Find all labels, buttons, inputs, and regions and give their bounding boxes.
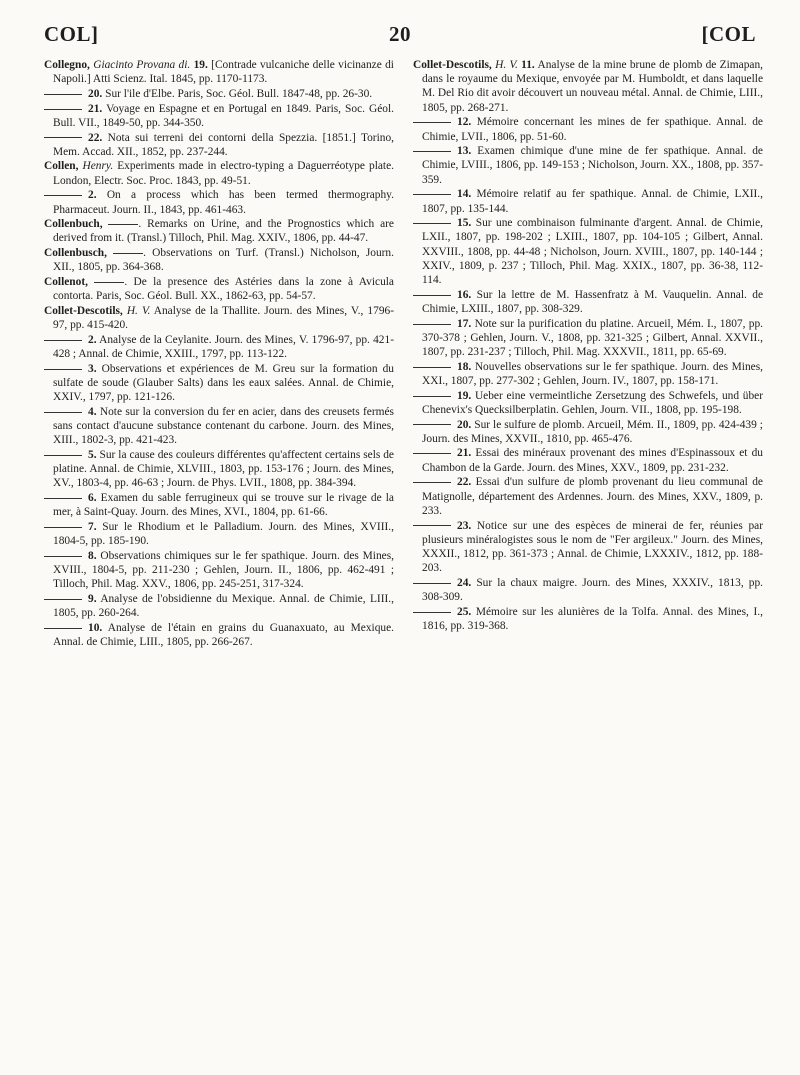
ditto-dash: [44, 599, 82, 600]
entry-heading: Collenot,: [44, 276, 88, 289]
entry-number: 13.: [457, 145, 472, 158]
ditto-dash: [44, 412, 82, 413]
entry-number: 20.: [88, 87, 103, 100]
entry-text: Sur le Rhodium et le Palladium. Journ. des Mines, XVIII., 1804-5, pp. 185-190.: [53, 521, 394, 548]
entry-text: Mémoire concernant les mines de fer spathique. Annal. de Chimie, LVII., 1806, pp. 51-60.: [422, 116, 763, 143]
entry-heading: Collet-Descotils,: [413, 59, 492, 71]
bibliography-entry: [44, 102, 394, 130]
bibliography-entry: [44, 246, 394, 274]
entry-number: 7.: [88, 521, 97, 533]
entry-number: 22.: [457, 476, 472, 489]
entry-text: Sur la chaux maigre. Journ. des Mines, XXXIV., 1813, pp. 308-309.: [422, 576, 763, 604]
ditto-dash: [413, 525, 451, 526]
right-column: [413, 58, 763, 634]
entry-author: H. V.: [126, 304, 151, 317]
ditto-dash: [413, 612, 451, 613]
bibliography-entry: [413, 446, 763, 474]
bibliography-entry: [413, 360, 763, 388]
entry-text: Mémoire sur les alunières de la Tolfa. Annal. des Mines, I., 1816, pp. 319-368.: [422, 605, 763, 632]
entry-number: 24.: [457, 576, 472, 589]
author-dash: [108, 224, 138, 225]
ditto-dash: [413, 583, 451, 584]
entry-number: 10.: [88, 621, 103, 634]
entry-number: 8.: [88, 549, 97, 562]
entry-text: Sur la cause des couleurs différentes qu'affectent certains sels de platine. Annal. de Chimie, XLVIII., 1803, pp. 153-176 ; Journ. des Mines, XV., 1803-4, pp. 46-63 ; Journ. de Phys. LVII., 1808, pp. 384-394.: [53, 448, 394, 490]
bibliography-entry: [44, 491, 394, 519]
entry-number: 4.: [88, 405, 97, 418]
running-head-left: COL]: [44, 22, 99, 46]
entry-number: 16.: [457, 288, 472, 301]
entry-number: 22.: [88, 131, 103, 144]
entry-text: Examen du sable ferrugineux qui se trouve sur le rivage de la mer, à Saint-Quay. Journ. des Mines, XVI., 1804, pp. 61-66.: [53, 492, 394, 519]
entry-text: Analyse de l'étain en grains du Guanaxuato, au Mexique. Annal. de Chimie, LIII., 1805, pp. 266-267.: [53, 621, 394, 649]
bibliography-entry: [44, 131, 394, 159]
ditto-dash: [44, 137, 82, 138]
bibliography-entry: [44, 362, 394, 405]
entry-text: Analyse de la Thallite. Journ. des Mines, V., 1796-97, pp. 415-420.: [53, 304, 395, 332]
entry-text: Analyse de la Ceylanite. Journ. des Mines, V. 1796-97, pp. 421-428 ; Annal. de Chimie, XXIII., 1797, pp. 113-122.: [53, 333, 394, 361]
entry-heading: Collen,: [44, 160, 79, 173]
bibliography-entry: [413, 144, 763, 187]
entry-heading: Collegno,: [44, 59, 90, 71]
bibliography-entry: [44, 58, 394, 86]
bibliography-entry: [44, 448, 394, 491]
running-head-right: [COL: [701, 22, 756, 46]
ditto-dash: [413, 194, 451, 195]
bibliography-entry: [44, 159, 394, 187]
entry-heading: Collenbuch,: [44, 218, 103, 231]
entry-text: . Remarks on Urine, and the Prognostics which are derived from it. (Transl.) Tilloch, Phil. Mag. XXIV., 1806, pp. 44-47.: [53, 218, 394, 245]
entry-number: 20.: [457, 418, 472, 431]
entry-text: Mémoire relatif au fer spathique. Annal. de Chimie, LXII., 1807, pp. 135-144.: [422, 188, 763, 215]
ditto-dash: [413, 367, 451, 368]
entry-text: Sur la lettre de M. Hassenfratz à M. Vauquelin. Annal. de Chimie, LXIII., 1807, pp. 308-329.: [422, 288, 763, 315]
ditto-dash: [413, 324, 451, 325]
bibliography-entry: [413, 187, 763, 215]
ditto-dash: [413, 122, 451, 123]
entry-number: 9.: [88, 593, 97, 606]
ditto-dash: [44, 527, 82, 528]
entry-text: Ueber eine vermeintliche Zersetzung des Schwefels, und über Chenevix's Quecksilberplatin. Gehlen, Journ. VII., 1808, pp. 195-198.: [422, 389, 763, 416]
ditto-dash: [44, 109, 82, 110]
bibliography-entry: [44, 621, 394, 649]
entry-number: 12.: [457, 116, 472, 129]
ditto-dash: [413, 223, 451, 224]
entry-number: 2.: [88, 189, 97, 202]
entry-number: 11.: [521, 59, 535, 71]
entry-number: 2.: [88, 333, 97, 346]
bibliography-entry: [413, 576, 763, 604]
entry-text: Nouvelles observations sur le fer spathique. Journ. des Mines, XXI., 1807, pp. 277-302 ; Gehlen, Journ. IV., 1807, pp. 158-171.: [422, 360, 763, 387]
ditto-dash: [44, 556, 82, 557]
left-column: [44, 58, 394, 650]
entry-text: Note sur la conversion du fer en acier, dans des creusets fermés sans contact d'aucune substance contenant du carbone. Journ. des Mines, XIII., 1802-3, pp. 421-423.: [53, 405, 394, 447]
author-dash: [113, 253, 143, 254]
ditto-dash: [44, 455, 82, 456]
bibliography-entry: [413, 605, 763, 633]
entry-number: 19.: [457, 389, 472, 402]
entry-author: Henry.: [82, 160, 114, 173]
entry-text: Analyse de la mine brune de plomb de Zimapan, dans le royaume du Mexique, envoyée par M. Humboldt, et dans laquelle M. Del Rio dit avoir découvert un nouveau métal. Annal. de Chimie, LIII., 1805, pp. 268-271.: [422, 59, 763, 114]
bibliography-entry: [44, 592, 394, 620]
entry-number: 3.: [88, 362, 97, 375]
bibliography-entry: [413, 519, 763, 576]
bibliography-entry: [413, 475, 763, 518]
entry-text: . De la presence des Astéries dans la zone à Avicula contorta. Paris, Soc. Géol. Bull. XX., 1862-63, pp. 54-57.: [53, 276, 394, 303]
ditto-dash: [44, 195, 82, 196]
entry-number: 21.: [457, 447, 472, 460]
entry-text: [Contrade vulcaniche delle vicinanze di Napoli.] Atti Scienz. Ital. 1845, pp. 1170-1173.: [53, 59, 394, 86]
bibliography-entry: [44, 405, 394, 448]
entry-text: Nota sui terreni dei contorni della Spezzia. [1851.] Torino, Mem. Accad. XII., 1852, pp. 237-244.: [53, 131, 394, 158]
entry-number: 5.: [88, 448, 97, 461]
bibliography-entry: [413, 216, 763, 287]
bibliography-entry: [44, 549, 394, 592]
entry-text: Examen chimique d'une mine de fer spathique. Annal. de Chimie, LVIII., 1806, pp. 149-153 ; Nicholson, Journ. XX., 1808, pp. 357-359.: [422, 145, 763, 186]
ditto-dash: [44, 369, 82, 370]
entry-text: Essai d'un sulfure de plomb provenant du lieu communal de Matignolle, département des Ardennes. Journ. des Mines, XXV., 1809, p. 233.: [422, 476, 763, 517]
entry-text: . Observations on Turf. (Transl.) Nicholson, Journ. XII., 1805, pp. 364-368.: [53, 247, 394, 274]
entry-number: 14.: [457, 188, 472, 201]
bibliography-entry: [44, 304, 394, 332]
entry-text: Observations et expériences de M. Greu sur la formation du sulfate de soude (Glauber Salts) dans les eaux salées. Annal. de Chimie, XXIV., 1797, pp. 121-126.: [53, 362, 394, 404]
ditto-dash: [44, 94, 82, 95]
entry-heading: Collenbusch,: [44, 247, 107, 260]
entry-number: 23.: [457, 519, 472, 532]
ditto-dash: [44, 628, 82, 629]
bibliography-entry: [413, 58, 763, 115]
bibliography-entry: [44, 87, 394, 101]
entry-text: Analyse de l'obsidienne du Mexique. Annal. de Chimie, LIII., 1805, pp. 260-264.: [53, 593, 394, 620]
ditto-dash: [413, 424, 451, 425]
page-number: 20: [389, 22, 411, 46]
entry-number: 15.: [457, 217, 472, 230]
entry-text: Sur l'ile d'Elbe. Paris, Soc. Géol. Bull. 1847-48, pp. 26-30.: [105, 87, 373, 100]
bibliography-entry: [413, 317, 763, 360]
author-dash: [94, 282, 124, 283]
entry-text: Voyage en Espagne et en Portugal en 1849. Paris, Soc. Géol. Bull. VII., 1849-50, pp. 344-350.: [53, 102, 394, 129]
entry-text: On a process which has been termed thermography. Pharmaceut. Journ. II., 1843, pp. 461-463.: [53, 189, 394, 216]
entry-text: Notice sur une des espèces de minerai de fer, réunies par plusieurs minéralogistes sous le nom de "Fer argileux." Journ. des Mines, XXXII., 1812, pp. 361-373 ; Annal. de Chimie, LXXXIV., 1812, pp. 188-203.: [422, 519, 763, 575]
bibliography-entry: [44, 188, 394, 216]
entry-text: Sur le sulfure de plomb. Arcueil, Mém. II., 1809, pp. 424-439 ; Journ. des Mines, XXVII., 1810, pp. 465-476.: [422, 418, 763, 445]
bibliography-entry: [413, 288, 763, 316]
entry-number: 19.: [193, 59, 208, 71]
entry-author: H. V.: [495, 59, 518, 71]
entry-author: Giacinto Provana di.: [93, 59, 191, 71]
running-head: [44, 22, 756, 52]
ditto-dash: [413, 482, 451, 483]
ditto-dash: [44, 498, 82, 499]
entry-number: 17.: [457, 317, 472, 330]
entry-text: Essai des minéraux provenant des mines d'Espinassoux et du Chambon de la Garde. Journ. des Mines, XXV., 1809, pp. 231-232.: [422, 447, 763, 474]
entry-text: Experiments made in electro-typing a Daguerréotype plate. London, Electr. Soc. Proc. 1843, pp. 49-51.: [53, 160, 394, 187]
entry-number: 18.: [457, 360, 472, 373]
bibliography-entry: [44, 275, 394, 303]
bibliography-entry: [413, 115, 763, 143]
ditto-dash: [413, 151, 451, 152]
entry-text: Observations chimiques sur le fer spathique. Journ. des Mines, XVIII., 1804-5, pp. 211-230 ; Gehlen, Journ. II., 1806, pp. 462-491 ; Tilloch, Phil. Mag. XXV., 1806, pp. 245-251, 317-324.: [53, 549, 394, 591]
bibliography-entry: [44, 333, 394, 361]
entry-text: Sur une combinaison fulminante d'argent. Annal. de Chimie, LXII., 1807, pp. 198-202 ; LXIII., 1807, pp. 104-105 ; Gilbert, Annal. XXVIII., 1808, pp. 44-48 ; Nicholson, Journ. XVIII., 1807, pp. 140-144 ; XXIV., 1809, p. 237 ; Tilloch, Phil. Mag. XXIX., 1807, pp. 36-38, 112-114.: [422, 217, 763, 287]
entry-text: Note sur la purification du platine. Arcueil, Mém. I., 1807, pp. 370-378 ; Gehlen, Journ. V., 1808, pp. 321-325 ; Gilbert, Annal. XXVII., 1807, pp. 231-237 ; Tilloch, Phil. Mag. XXXVII., 1811, pp. 65-69.: [422, 317, 763, 359]
bibliography-entry: [44, 520, 394, 548]
ditto-dash: [413, 453, 451, 454]
ditto-dash: [44, 340, 82, 341]
bibliography-entry: [413, 389, 763, 417]
ditto-dash: [413, 396, 451, 397]
entry-number: 25.: [457, 605, 472, 618]
entry-number: 6.: [88, 492, 97, 505]
ditto-dash: [413, 295, 451, 296]
bibliography-entry: [44, 217, 394, 245]
entry-number: 21.: [88, 102, 103, 115]
entry-heading: Collet-Descotils,: [44, 304, 123, 317]
bibliography-entry: [413, 418, 763, 446]
